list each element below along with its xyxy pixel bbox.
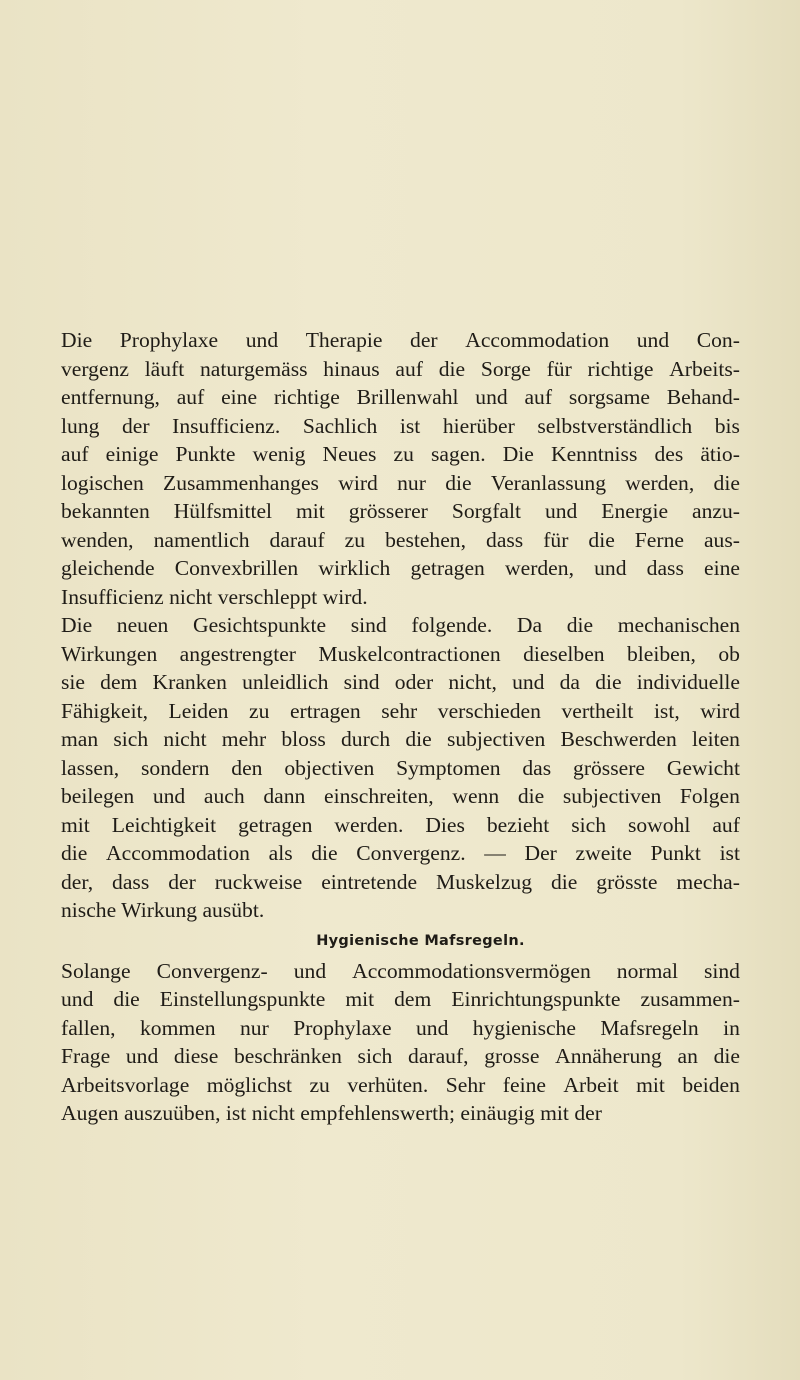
text-line: wenden, namentlich darauf zu bestehen, dass für die Ferne aus-	[61, 527, 740, 552]
text-line: vergenz läuft naturgemäss hinaus auf die Sorge für richtige Arbeits-	[61, 356, 740, 381]
text-line: Solange Convergenz- und Accommodationsvermögen normal sind	[61, 958, 740, 983]
section-heading: Hygienische Mafsregeln.	[316, 932, 525, 949]
text-line: bekannten Hülfsmittel mit grösserer Sorgfalt und Energie anzu-	[61, 499, 740, 523]
paragraph	[61, 611, 740, 925]
text-line: fallen, kommen nur Prophylaxe und hygienische Mafsregeln in	[61, 1015, 740, 1040]
text-line: nische Wirkung ausübt.	[61, 898, 265, 922]
paragraph	[61, 326, 740, 611]
text-line: Fähigkeit, Leiden zu ertragen sehr verschieden vertheilt ist, wird	[61, 698, 740, 723]
page-text	[61, 326, 740, 1128]
text-line: auf einige Punkte wenig Neues zu sagen. Die Kenntniss des ätio-	[61, 442, 740, 466]
text-line: und die Einstellungspunkte mit dem Einrichtungspunkte zusammen-	[61, 987, 740, 1011]
text-line: mit Leichtigkeit getragen werden. Dies bezieht sich sowohl auf	[61, 812, 740, 837]
text-line: man sich nicht mehr bloss durch die subjectiven Beschwerden leiten	[61, 727, 740, 751]
text-line: sie dem Kranken unleidlich sind oder nicht, und da die individuelle	[61, 670, 740, 694]
text-line: entfernung, auf eine richtige Brillenwahl und auf sorgsame Behand-	[61, 385, 740, 409]
text-line: der, dass der ruckweise eintretende Muskelzug die grösste mecha-	[61, 869, 740, 894]
text-line: lassen, sondern den objectiven Symptomen das grössere Gewicht	[61, 755, 740, 780]
text-line: Insufficienz nicht verschleppt wird.	[61, 584, 368, 609]
text-line: Die neuen Gesichtspunkte sind folgende. Da die mechanischen	[61, 613, 740, 637]
text-line: Augen auszuüben, ist nicht empfehlenswerth; einäugig mit der	[61, 1101, 602, 1125]
text-line: lung der Insufficienz. Sachlich ist hierüber selbstverständlich bis	[61, 413, 740, 438]
text-line: Wirkungen angestrengter Muskelcontractionen dieselben bleiben, ob	[61, 641, 740, 666]
text-line: Arbeitsvorlage möglichst zu verhüten. Sehr feine Arbeit mit beiden	[61, 1072, 740, 1097]
text-line: beilegen und auch dann einschreiten, wenn die subjectiven Folgen	[61, 784, 740, 808]
text-line: logischen Zusammenhanges wird nur die Veranlassung werden, die	[61, 470, 740, 495]
paragraph	[61, 957, 740, 1128]
text-line: die Accommodation als die Convergenz. — Der zweite Punkt ist	[61, 841, 740, 865]
text-line: Frage und diese beschränken sich darauf, grosse Annäherung an die	[61, 1044, 740, 1068]
text-line: Die Prophylaxe und Therapie der Accommodation und Con-	[61, 328, 740, 352]
text-line: gleichende Convexbrillen wirklich getragen werden, und dass eine	[61, 556, 740, 580]
